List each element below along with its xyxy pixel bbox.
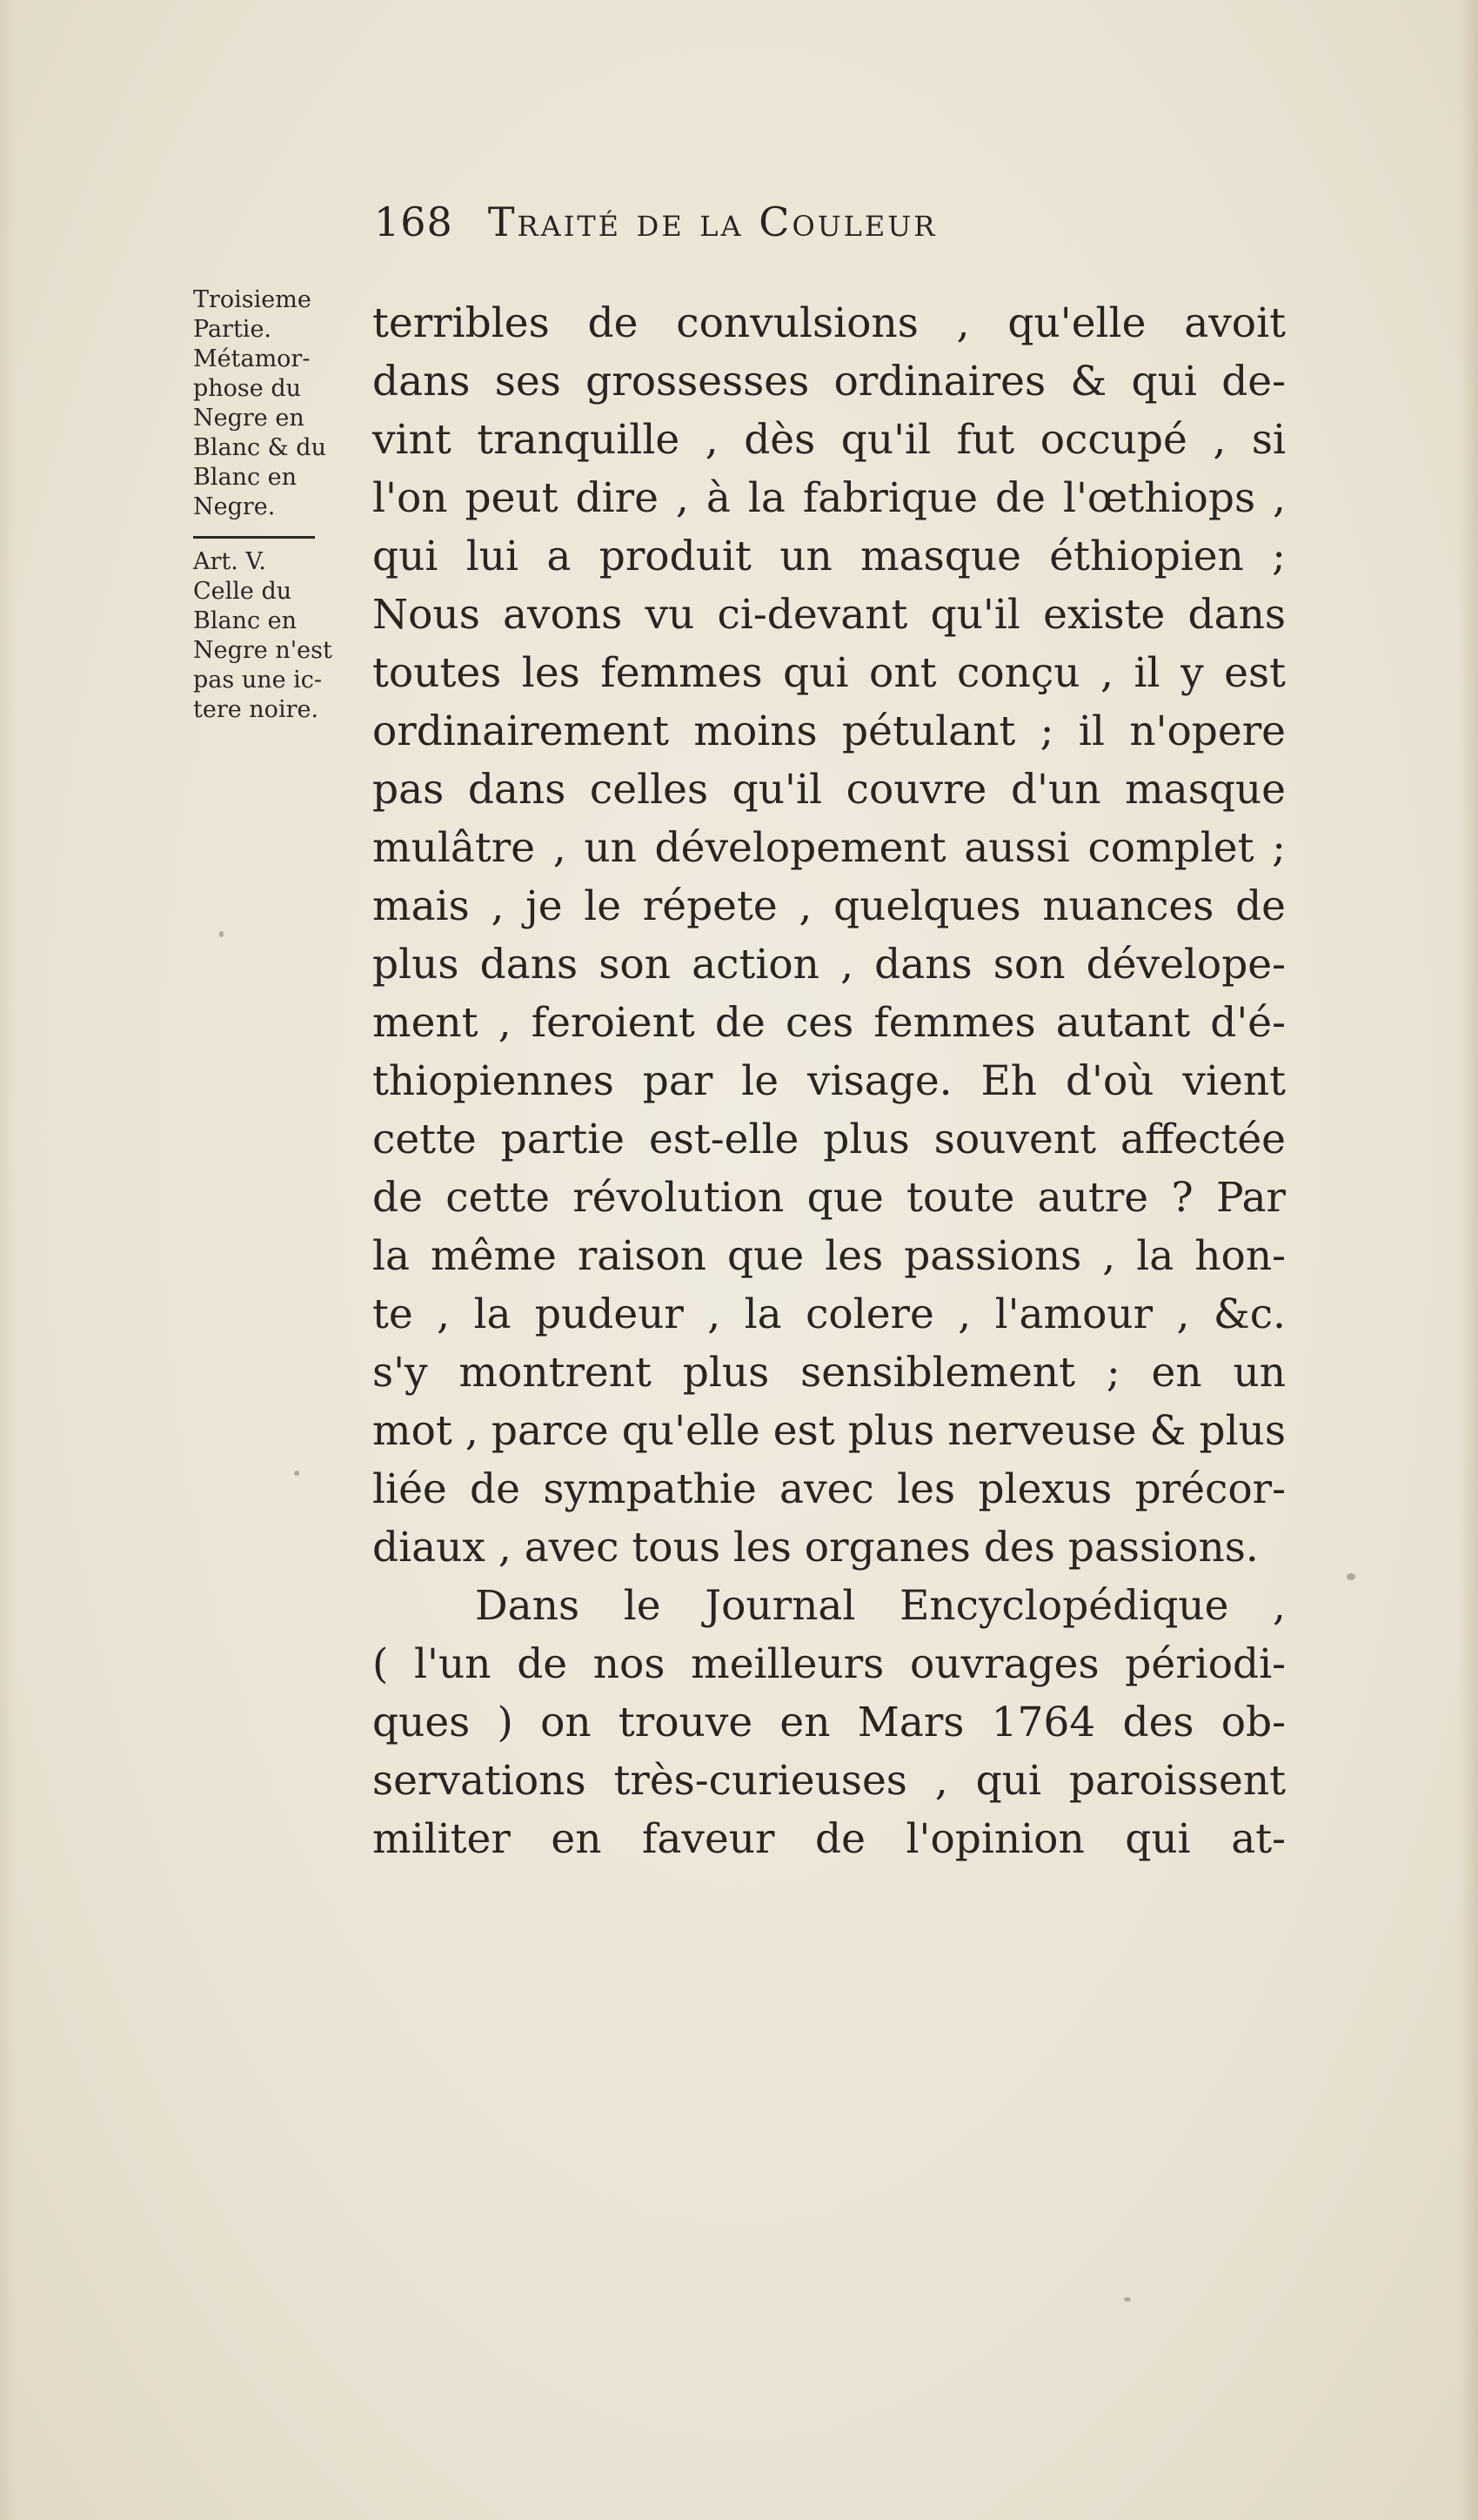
margin-note-article [193,547,376,725]
body-text [372,294,1286,1868]
text-line: qui lui a produit un masque éthiopien ; [372,533,1286,580]
margin-note-line: tere noire. [193,696,319,723]
margin-note-line: Blanc en [193,464,298,491]
margin-note-line: Art. V. [193,548,266,575]
text-line: terribles de convulsions , qu'elle avoit [372,299,1286,347]
page-shadow-right [1459,0,1478,2520]
margin-note-line: Partie. [193,316,272,343]
margin-notes [193,285,376,725]
text-line: te , la pudeur , la colere , l'amour , &c. [372,1290,1286,1338]
page-number: 168 [374,198,453,245]
margin-note-line: phose du [193,375,302,402]
text-line: dans ses grossesses ordinaires & qui de- [372,358,1286,405]
margin-note-line: Troisieme [193,286,311,313]
margin-note-line: Negre. [193,493,276,520]
margin-divider [193,536,315,539]
text-line: toutes les femmes qui ont conçu , il y est [372,649,1286,697]
text-line: plus dans son action , dans son dévelope- [372,941,1286,989]
margin-note-line: pas une ic- [193,667,323,694]
text-line: la même raison que les passions , la hon- [372,1232,1286,1280]
text-line: militer en faveur de l'opinion qui at- [372,1815,1286,1863]
text-line: Dans le Journal Encyclopédique , [475,1582,1286,1630]
text-line: pas dans celles qu'il couvre d'un masque [372,766,1286,814]
text-line: l'on peut dire , à la fabrique de l'œthiops , [372,474,1286,522]
text-line: mot , parce qu'elle est plus nerveuse & plus [372,1407,1286,1455]
paper-speck [294,1471,299,1476]
text-line: mais , je le répete , quelques nuances de [372,882,1286,930]
paper-speck [1124,2297,1131,2302]
margin-note-section [193,285,376,522]
text-line: s'y montrent plus sensiblement ; en un [372,1349,1286,1397]
text-line: ordinairement moins pétulant ; il n'opere [372,707,1286,755]
page-header [374,198,937,251]
margin-note-line: Celle du [193,578,292,605]
running-title: Traité de la Couleur [487,198,938,245]
text-line: vint tranquille , dès qu'il fut occupé , si [372,416,1286,464]
margin-note-line: Blanc en [193,607,298,634]
page-shadow-left [0,0,16,2520]
margin-note-line: Negre en [193,405,304,432]
text-line: ( l'un de nos meilleurs ouvrages périodi- [372,1640,1286,1688]
margin-note-line: Métamor- [193,345,311,372]
text-line: diaux , avec tous les organes des passions. [372,1524,1259,1572]
paragraph-2 [372,1577,1286,1868]
margin-note-line: Blanc & du [193,434,326,461]
margin-note-line: Negre n'est [193,637,332,664]
text-line: ment , feroient de ces femmes autant d'é- [372,999,1286,1047]
paper-speck [1347,1573,1355,1580]
text-line: Nous avons vu ci-devant qu'il existe dans [372,591,1286,639]
text-line: de cette révolution que toute autre ? Par [372,1174,1286,1222]
paragraph-1 [372,294,1286,1577]
paper-speck [219,931,224,937]
text-line: cette partie est-elle plus souvent affectée [372,1116,1286,1163]
text-line: servations très-curieuses , qui paroissent [372,1757,1286,1805]
text-line: thiopiennes par le visage. Eh d'où vient [372,1057,1286,1105]
text-line: liée de sympathie avec les plexus précor- [372,1465,1286,1513]
text-line: mulâtre , un dévelopement aussi complet ; [372,824,1286,872]
text-line: ques ) on trouve en Mars 1764 des ob- [372,1699,1286,1746]
